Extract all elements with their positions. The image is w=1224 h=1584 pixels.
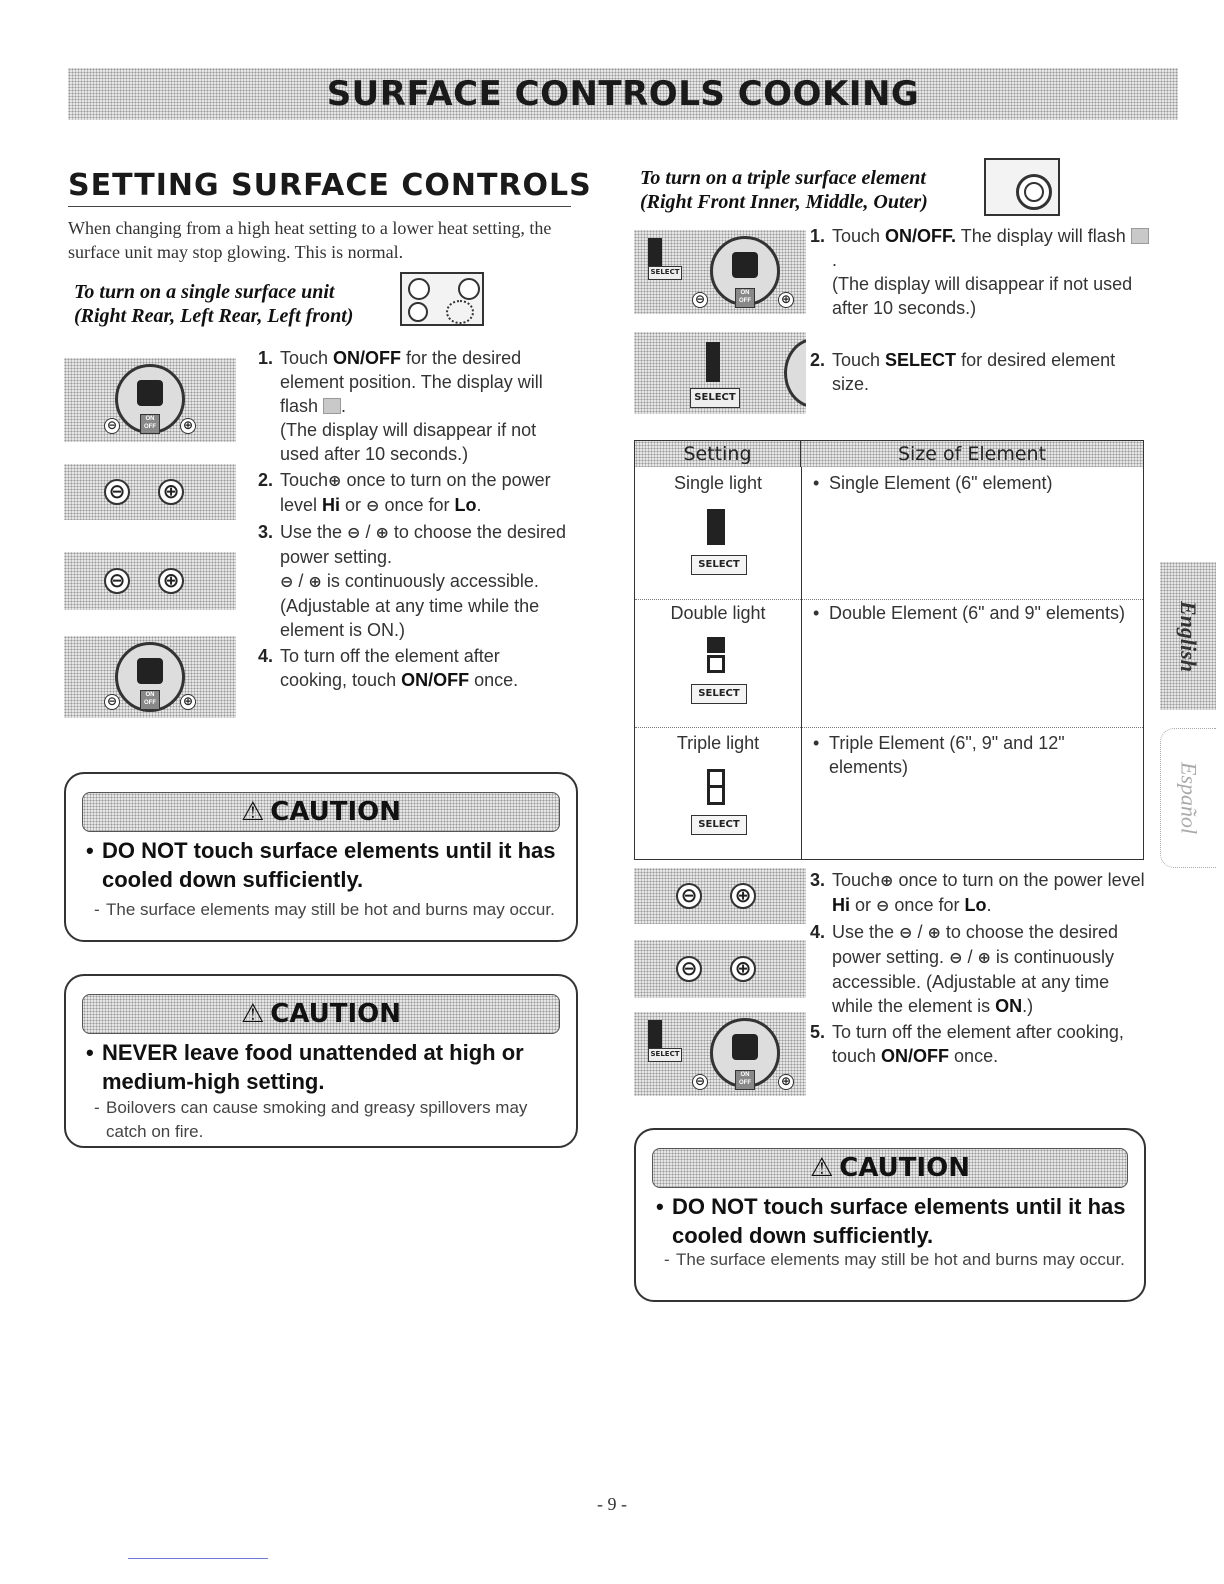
burner-right-rear: [458, 278, 480, 300]
element-light: [648, 238, 662, 268]
caution-title-bar: ⚠ CAUTION: [652, 1148, 1128, 1188]
knob-display: [732, 1034, 758, 1060]
plus-button: ⊕: [158, 568, 184, 594]
single-unit-steps: [258, 346, 568, 694]
on-off-button: ON OFF: [140, 414, 160, 434]
triple-panel-image-4: [634, 940, 806, 998]
caution-title-bar: ⚠ CAUTION: [82, 792, 560, 832]
page-number: - 9 -: [597, 1494, 627, 1514]
single-light-icon: [707, 509, 725, 545]
warning-icon: ⚠: [809, 1153, 834, 1183]
row-divider: [635, 599, 1143, 600]
triple-panel-image-2: [634, 332, 806, 414]
select-button: SELECT: [690, 388, 740, 408]
plus-icon: ⊕: [880, 871, 894, 890]
triple-steps-a: [810, 224, 1150, 322]
minus-button: ⊖: [692, 1074, 708, 1090]
triple-panel-image-5: [634, 1012, 806, 1096]
footer-rule: [128, 1558, 268, 1559]
caution-box-1: [64, 772, 578, 942]
select-button: SELECT: [648, 1048, 682, 1062]
title-underline: [68, 206, 571, 207]
plus-button: ⊕: [778, 1074, 794, 1090]
caution-box-2: [64, 974, 578, 1148]
plus-icon: ⊕: [328, 471, 342, 490]
burner-right-front: [446, 300, 474, 324]
display-flash-icon: [323, 398, 341, 414]
control-panel-image-1: [64, 358, 236, 442]
step-4: 4. To turn off the element after cooking, touch ON/OFF once.: [258, 646, 519, 690]
caution-bullet: • NEVER leave food unattended at high or medium-high setting.: [86, 1040, 524, 1094]
plus-icon: ⊕: [927, 923, 941, 942]
on-off-button: ON OFF: [140, 690, 160, 710]
step-1: 1. Touch ON/OFF for the desired element position. The display will flash . (The display will disappear if not used after 10 seconds.): [258, 348, 543, 464]
caution-note: - The surface elements may still be hot and burns may occur.: [664, 1250, 1125, 1269]
minus-button: ⊖: [104, 694, 120, 710]
intro-paragraph: When changing from a high heat setting to a lower heat setting, the surface unit may stop glowing. This is normal.: [68, 218, 552, 262]
knob-ring: [784, 338, 806, 408]
triple-panel-image-1: [634, 230, 806, 314]
caution-note: - Boilovers can cause smoking and greasy spillovers may catch on fire.: [94, 1098, 528, 1141]
select-button: SELECT: [691, 815, 747, 835]
caution-note: - The surface elements may still be hot and burns may occur.: [94, 900, 555, 919]
element-size-table: Setting Size of Element Single light • Single Element (6" element) SELECT Double light • Double Element (6" and 9" elements) SELECT Triple light • Triple Element (6", 9" and 12" elements) SELECT: [634, 440, 1144, 860]
minus-button: ⊖: [692, 292, 708, 308]
triple-element-heading: To turn on a triple surface element (Right Front Inner, Middle, Outer): [640, 167, 928, 213]
step-4: 4. Use the ⊖ / ⊕ to choose the desired power setting. ⊖ / ⊕ is continuously accessible. (Adjustable at any time while the element is ON.): [810, 922, 1118, 1016]
section-banner: [68, 68, 1178, 120]
minus-icon: ⊖: [876, 896, 890, 915]
triple-panel-image-3: [634, 868, 806, 924]
triple-steps-b: [810, 348, 1150, 398]
plus-button: ⊕: [730, 956, 756, 982]
knob-display: [732, 252, 758, 278]
caution-bullet: • DO NOT touch surface elements until it has cooled down sufficiently.: [86, 838, 556, 892]
step-3: 3. Use the ⊖ / ⊕ to choose the desired power setting. ⊖ / ⊕ is continuously accessible. (Adjustable at any time while the element is ON.): [258, 522, 566, 640]
minus-icon: ⊖: [280, 572, 294, 591]
knob-display: [137, 658, 163, 684]
triple-light-icon: [707, 769, 725, 805]
warning-icon: ⚠: [240, 797, 265, 827]
side-tab-espanol[interactable]: Español: [1160, 728, 1216, 868]
step-2: 2. Touch⊕ once to turn on the power level Hi or ⊖ once for Lo.: [258, 470, 551, 515]
display-flash-icon: [1131, 228, 1149, 244]
caution-box-3: [634, 1128, 1146, 1302]
step-2: 2. Touch SELECT for desired element size.: [810, 350, 1116, 394]
table-divider: [801, 467, 802, 859]
plus-button: ⊕: [158, 479, 184, 505]
cooktop-diagram-single: [400, 272, 484, 326]
row-divider: [635, 727, 1143, 728]
control-panel-image-4: [64, 636, 236, 718]
plus-icon: ⊕: [977, 948, 991, 967]
minus-icon: ⊖: [949, 948, 963, 967]
step-1: 1. Touch ON/OFF. The display will flash . (The display will disappear if not used after 10 seconds.): [810, 224, 1150, 320]
page-title: SETTING SURFACE CONTROLS: [68, 168, 592, 203]
plus-button: ⊕: [778, 292, 794, 308]
caution-title-bar: ⚠ CAUTION: [82, 994, 560, 1034]
minus-button: ⊖: [104, 568, 130, 594]
plus-icon: ⊕: [308, 572, 322, 591]
step-5: 5. To turn off the element after cooking, touch ON/OFF once.: [810, 1022, 1124, 1066]
plus-button: ⊕: [180, 418, 196, 434]
element-light: [648, 1020, 662, 1050]
knob-display: [137, 380, 163, 406]
control-panel-image-3: [64, 552, 236, 610]
table-header: [635, 441, 1143, 467]
step-3: 3. Touch⊕ once to turn on the power level Hi or ⊖ once for Lo.: [810, 870, 1145, 915]
select-button: SELECT: [691, 684, 747, 704]
select-button: SELECT: [691, 555, 747, 575]
control-panel-image-2: [64, 464, 236, 520]
double-light-icon: [707, 637, 725, 673]
plus-button: ⊕: [180, 694, 196, 710]
minus-icon: ⊖: [366, 496, 380, 515]
side-tab-english[interactable]: English: [1160, 562, 1216, 710]
triple-steps-c: [810, 868, 1152, 1070]
minus-icon: ⊖: [899, 923, 913, 942]
cooktop-diagram-triple: [984, 158, 1060, 216]
caution-bullet: • DO NOT touch surface elements until it has cooled down sufficiently.: [656, 1194, 1126, 1248]
minus-button: ⊖: [676, 956, 702, 982]
minus-button: ⊖: [104, 418, 120, 434]
burner-left-rear: [408, 278, 430, 300]
plus-icon: ⊕: [375, 523, 389, 542]
plus-button: ⊕: [730, 883, 756, 909]
element-light: [706, 342, 720, 382]
minus-icon: ⊖: [347, 523, 361, 542]
minus-button: ⊖: [104, 479, 130, 505]
banner-title: SURFACE CONTROLS COOKING: [326, 74, 920, 114]
on-off-button: ON OFF: [735, 1070, 755, 1090]
minus-button: ⊖: [676, 883, 702, 909]
triple-burner-inner: [1024, 182, 1044, 202]
select-button: SELECT: [648, 266, 682, 280]
header-size: Size of Element: [897, 443, 1047, 465]
burner-left-front: [408, 302, 428, 322]
warning-icon: ⚠: [240, 999, 265, 1029]
header-setting: Setting: [635, 441, 801, 467]
on-off-button: ON OFF: [735, 288, 755, 308]
single-unit-heading: To turn on a single surface unit (Right Rear, Left Rear, Left front): [74, 281, 354, 327]
